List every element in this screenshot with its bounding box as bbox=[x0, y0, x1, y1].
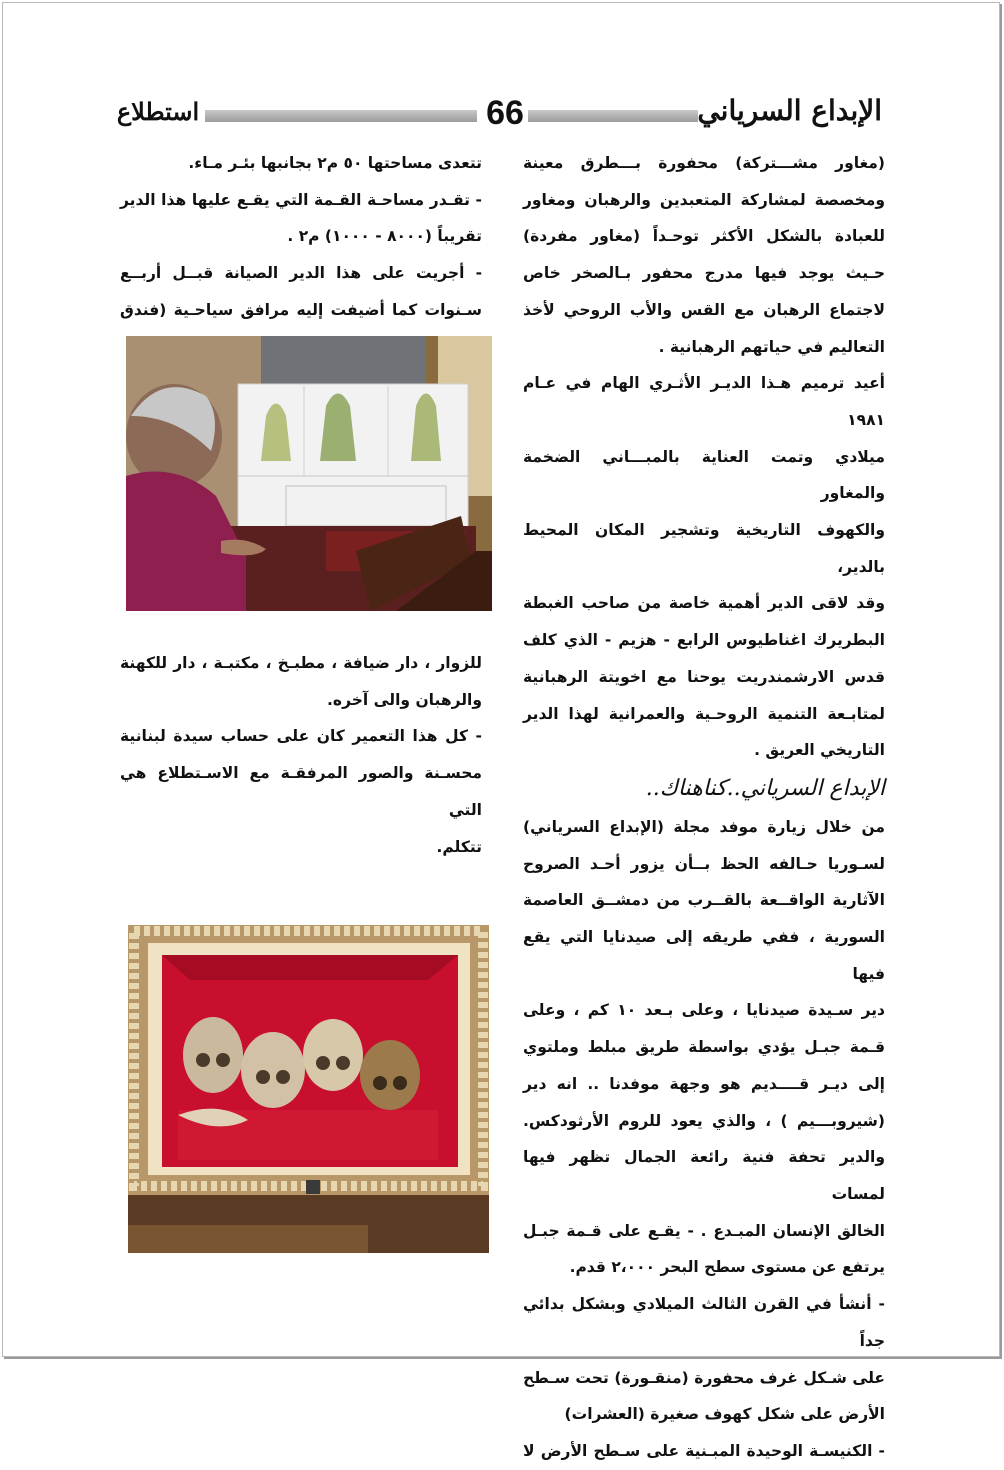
section-name: استطلاع bbox=[116, 97, 200, 126]
text-line: على شـكل غرف محفورة (منقـورة) تحت سـطح bbox=[523, 1368, 885, 1387]
text-line: والرهبان والى آخره. bbox=[327, 690, 482, 709]
right-column bbox=[523, 145, 885, 1470]
text-line: - كل هذا التعمير كان على حساب سيدة لبنانية bbox=[120, 727, 482, 746]
text-line: (مغاور مشـــتركة) محفورة بـــطرق معينة bbox=[523, 154, 885, 172]
text-line: قـمة جبـل يؤدي بواسطة طريق مبلط وملتوي bbox=[523, 1038, 885, 1057]
text-line: والدير تحفة فنية رائعة الجمال تظهر فيها لمسات bbox=[523, 1148, 885, 1203]
text-line: ومخصصة لمشاركة المتعبدين والرهبان ومغاور bbox=[523, 190, 885, 209]
text-line: - أجريت على هذا الدير الصيانة قبــل أربــع bbox=[120, 264, 482, 283]
text-line: والكهوف التاريخية وتشجير المكان المحيط بالدير، bbox=[523, 521, 885, 576]
text-line: الأرض على شكل كهوف صغيرة (العشرات) bbox=[564, 1405, 885, 1424]
text-line: الخالق الإنسان المبـدع . - يقـع على قـمة جبـل bbox=[523, 1221, 885, 1240]
text-line: يرتفع عن مستوى سطح البحر ٢،٠٠٠ قدم. bbox=[569, 1258, 885, 1277]
skulls-in-inlaid-display-box-icon bbox=[128, 925, 489, 1253]
text-line: - أنشأ في القرن الثالث الميلادي وبشكل بدائي جداً bbox=[523, 1295, 885, 1350]
header-rule-left bbox=[205, 110, 477, 122]
text-line: تتعدى مساحتها ٥٠ م٢ بجانبها بئـر مـاء. bbox=[188, 154, 482, 172]
text-line: من خلال زيارة موفد مجلة (الإبداع السرياني) bbox=[523, 817, 885, 836]
text-line: - تقـدر مساحـة القـمة التي يقـع عليها هذا الدير bbox=[120, 190, 482, 209]
header-rule-right bbox=[528, 110, 698, 122]
text-line: التعاليم في حياتهم الرهبانية . bbox=[658, 337, 885, 356]
page-number: 66 bbox=[486, 94, 524, 132]
left-column-top bbox=[120, 145, 482, 329]
magazine-name: الإبداع السرياني bbox=[697, 94, 882, 127]
text-line: أعيد ترميم هـذا الديـر الأثـري الهام في عـام ١٩٨١ bbox=[523, 374, 885, 429]
text-line: سـنوات كما أضيفت إليه مرافق سياحـية (فندق bbox=[120, 300, 482, 319]
man-viewing-architectural-drawings-icon bbox=[126, 336, 492, 611]
text-line: للزوار ، دار ضيافة ، مطبـخ ، مكتبـة ، دار للكهنة bbox=[120, 654, 482, 672]
photo-skulls-display bbox=[128, 925, 489, 1253]
left-column-middle bbox=[120, 645, 482, 865]
text-line: البطريرك اغناطيوس الرابع - هزيم - الذي كلف bbox=[523, 631, 885, 650]
text-line: لاجتماع الرهبان مع القس والأب الروحي لأخذ bbox=[523, 300, 885, 319]
text-line: وقد لاقى الدير أهمية خاصة من صاحب الغبطة bbox=[523, 594, 885, 613]
text-line: محسـنة والصور المرفقـة مع الاسـتطلاع هي التي bbox=[120, 764, 482, 819]
text-line: لسـوريا حـالفه الحظ بــأن يزور أحـد الصروح bbox=[523, 854, 885, 873]
text-line: السورية ، ففي طريقه إلى صيدنايا التي يقع فيها bbox=[523, 928, 885, 983]
text-line: تتكلم. bbox=[436, 837, 482, 856]
text-line: ميلادي وتمت العناية بالمبـــاني الضخمة والمغاور bbox=[523, 447, 885, 503]
text-line: الآثارية الواقــعة بالقــرب من دمشــق العاصمة bbox=[523, 891, 885, 910]
text-line: قدس الارشمندريت يوحنا مع اخويتة الرهبانية bbox=[523, 667, 885, 686]
text-line: لمتابـعة التنمية الروحـية والعمرانية لهذا الدير bbox=[523, 704, 885, 723]
text-line: دير سـيدة صيدنايا ، وعلى بـعد ١٠ كم ، وعلى bbox=[523, 1001, 885, 1020]
text-line: التاريخي العريق . bbox=[754, 741, 885, 760]
text-line: تقريباً (٨٠٠٠ - ١٠٠٠) م٢ . bbox=[287, 227, 482, 246]
text-line: إلى ديـر قــــديم هو وجهة موفدنا .. انه دير bbox=[523, 1074, 885, 1093]
text-line: - الكنيسـة الوحيدة المبـنية على سـطح الأرض لا bbox=[523, 1441, 885, 1460]
text-line: للعبادة بالشكل الأكثر توحـداً (مغاور مفردة) bbox=[523, 227, 885, 246]
text-line: (شيروبـــيم ) ، والذي يعود للروم الأرثودكس. bbox=[523, 1111, 885, 1130]
subheading: الإبداع السرياني..كناهناك.. bbox=[645, 775, 885, 801]
photo-man-viewing-drawings bbox=[126, 336, 492, 611]
text-line: حـيث يوجد فيها مدرج محفور بـالصخر خاص bbox=[523, 264, 885, 283]
